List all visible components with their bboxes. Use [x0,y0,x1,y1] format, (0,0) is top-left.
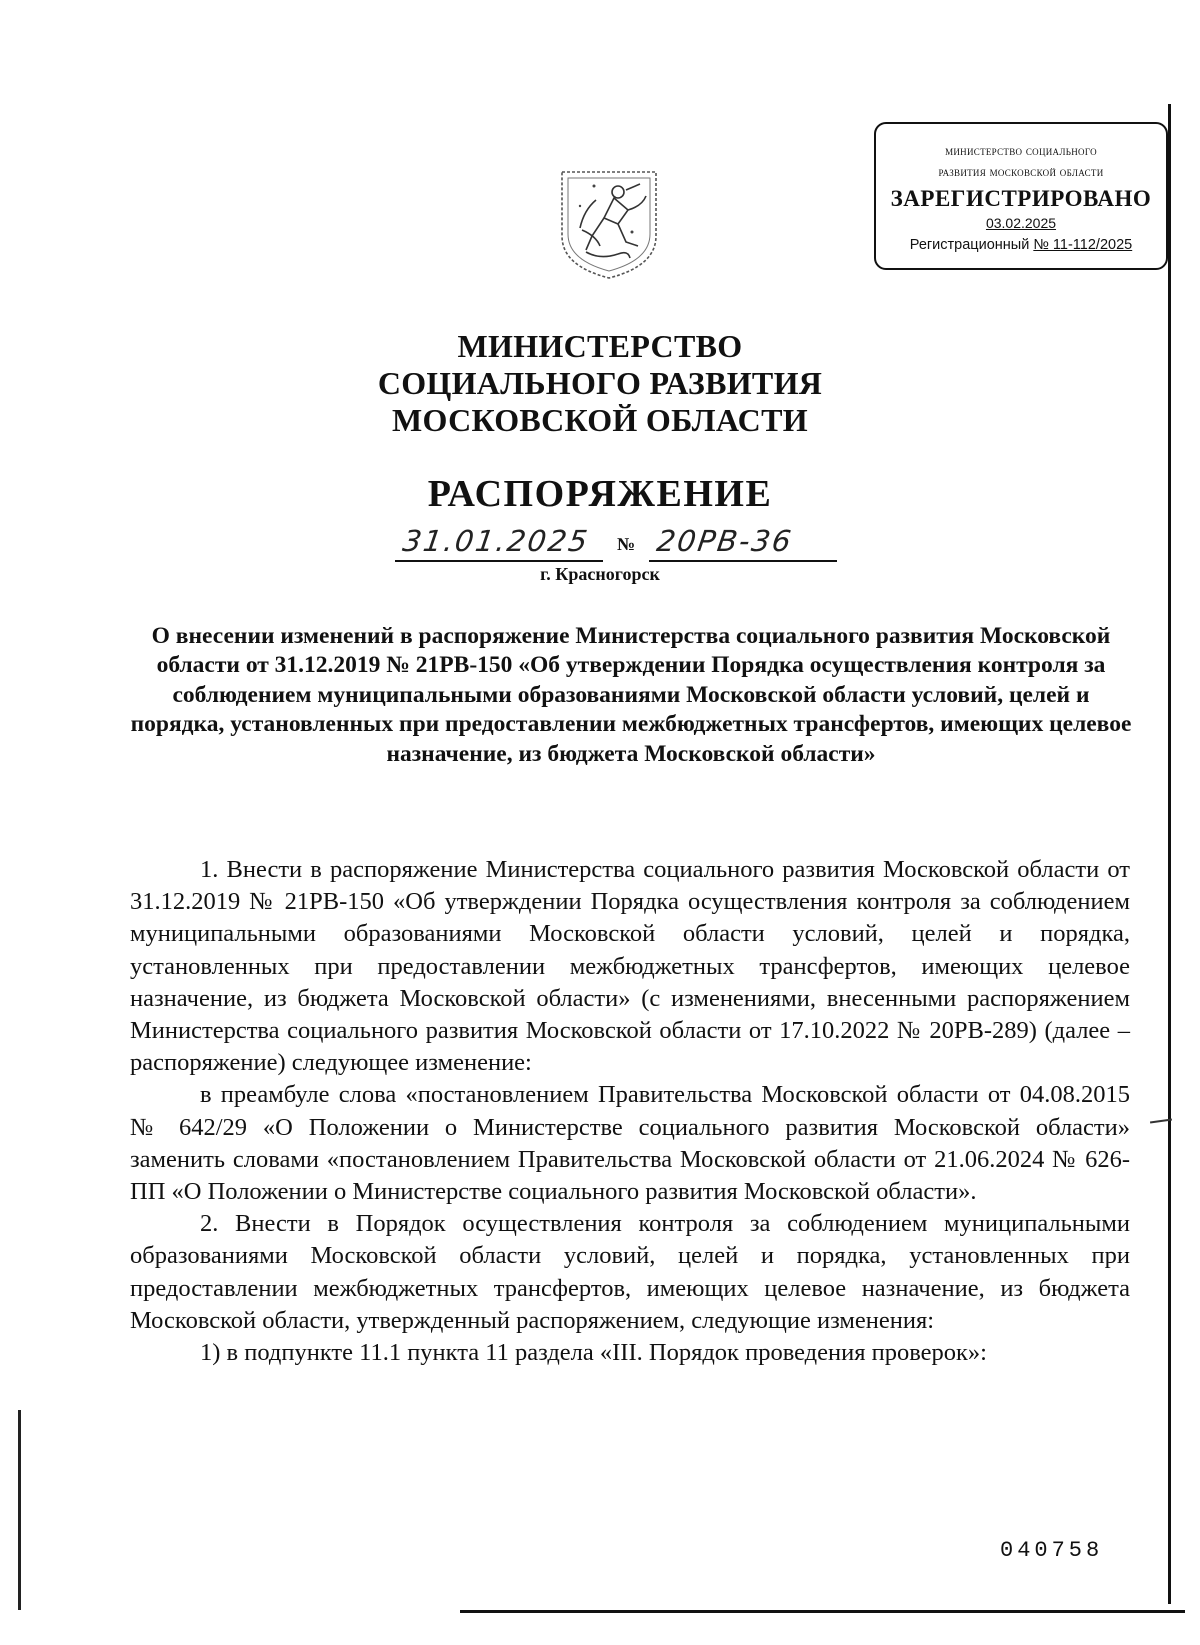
body-paragraph-4: 1) в подпункте 11.1 пункта 11 раздела «III. Порядок проведения проверок»: [200,1339,987,1367]
number-sign: № [617,534,636,554]
stamp-org-line-1: министерство социального [945,143,1097,158]
date-underline [395,560,603,562]
document-code: 040758 [1000,1538,1104,1563]
ministry-line-3: МОСКОВСКОЙ ОБЛАСТИ [392,402,808,438]
stamp-reg-label: Регистрационный [909,237,1030,253]
scan-edge-bottom [460,1610,1185,1613]
city: г. Красногорск [540,564,660,584]
coat-of-arms-icon [556,166,662,282]
scan-edge-right [1168,104,1171,1604]
body-paragraph-1: 1. Внести в распоряжение Министерства социального развития Московской области от 31.12.2019 № 21РВ-150 «Об утверждении Порядка осуществления контроля за соблюдением муниципальными образованиями Московской области условий, целей и порядка, установленных при предоставлении межбюджетных трансфертов, имеющих целевое назначение, из бюджета Московской области» (с изменениями, внесенными распоряжением Министерства социального развития Московской области от 17.10.2022 № 20РВ-289) (далее – распоряжение) следующее изменение: [130,856,1130,1077]
ministry-name [300,328,900,439]
ministry-line-2: СОЦИАЛЬНОГО РАЗВИТИЯ [377,365,823,401]
stamp-organization [876,140,1166,182]
ministry-line-1: МИНИСТЕРСТВО [457,328,743,364]
stamp-status: ЗАРЕГИСТРИРОВАНО [890,186,1152,211]
stamp-reg-number: № 11-112/2025 [1033,237,1133,253]
scan-edge-left [18,1410,21,1610]
document-type: РАСПОРЯЖЕНИЕ [427,473,773,515]
stamp-org-line-2: развития московской области [938,164,1104,179]
registration-stamp [874,122,1168,270]
number-underline [649,560,837,562]
document-subject: О внесении изменений в распоряжение Министерства социального развития Московской области от 31.12.2019 № 21РВ-150 «Об утверждении Порядка осуществления контроля за соблюдением муниципальными образованиями Московской области условий, целей и порядка, установленных при предоставлении межбюджетных трансфертов, имеющих целевое назначение, из бюджета Московской области» [130,623,1132,767]
body-paragraph-2: в преамбуле слова «постановлением Правительства Московской области от 04.08.2015 № 642/29 «О Положении о Министерстве социального развития Московской области» заменить словами «постановлением Правительства Московской области от 21.06.2024 № 626-ПП «О Положении о Министерстве социального развития Московской области». [130,1081,1130,1206]
order-date-handwritten: 31.01.2025 [400,524,592,558]
body-paragraph-3: 2. Внести в Порядок осуществления контроля за соблюдением муниципальными образованиями Московской области условий, целей и порядка, установленных при предоставлении межбюджетных трансфертов, имеющих целевое назначение, из бюджета Московской области, утвержденный распоряжением, следующие изменения: [130,1210,1130,1334]
stamp-date: 03.02.2025 [985,215,1057,231]
document-body [130,854,1130,1369]
order-number-handwritten: 20РВ-36 [654,524,796,558]
stamp-registration-number [876,237,1166,253]
order-date-number [395,524,855,564]
